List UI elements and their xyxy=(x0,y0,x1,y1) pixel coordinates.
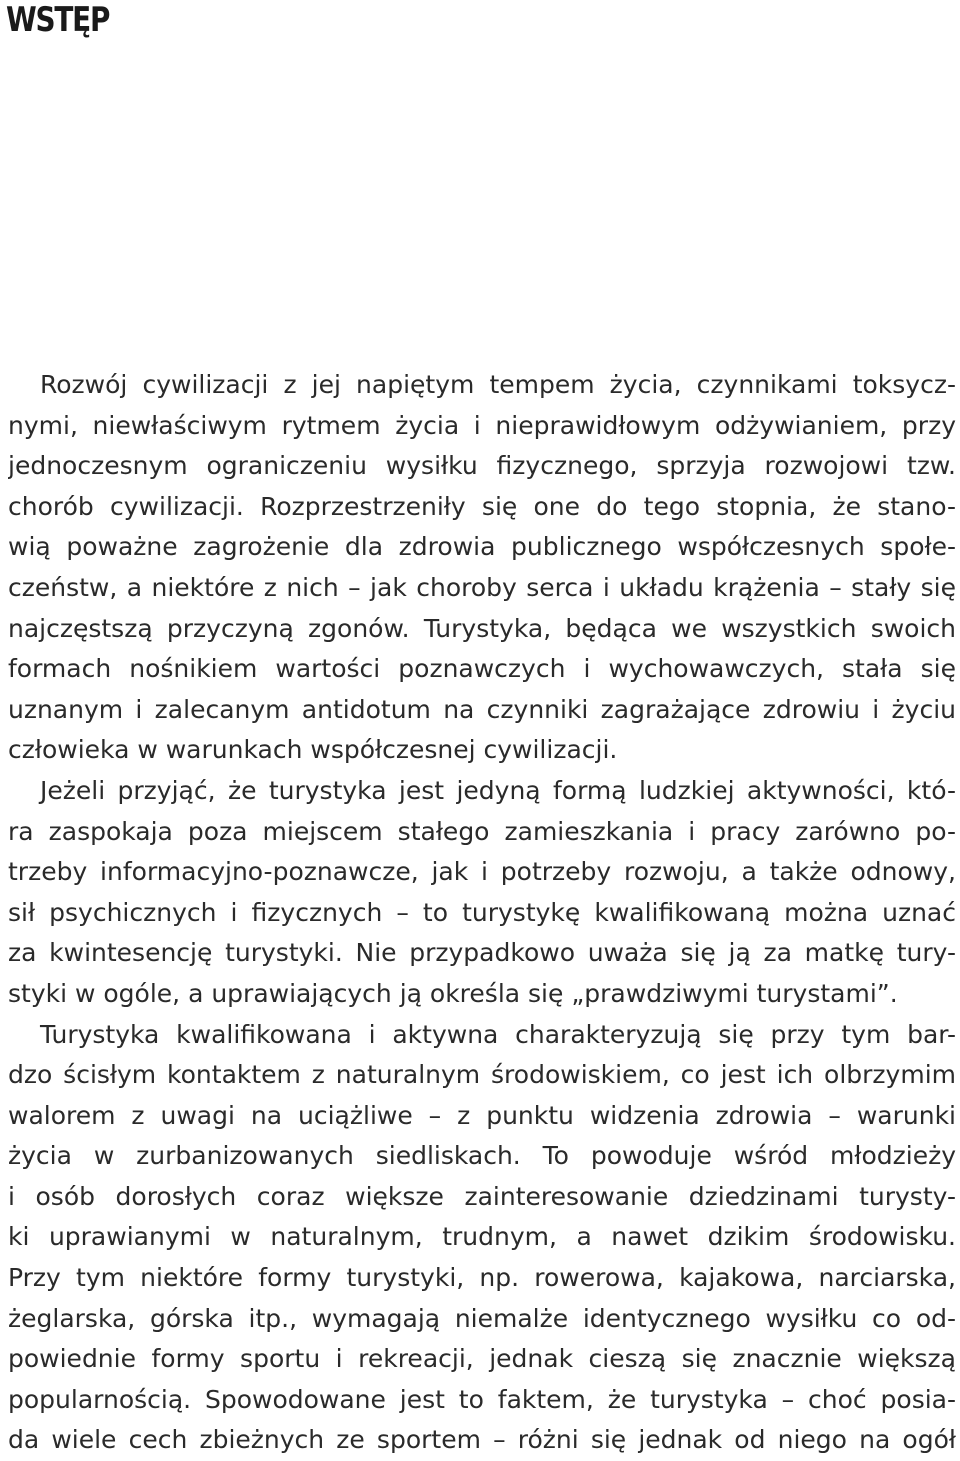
text-line: trzeby informacyjno-poznawcze, jak i potrzeby rozwoju, a także odnowy, xyxy=(8,857,956,887)
text-line: za kwintesencję turystyki. Nie przypadkowo uważa się ją za matkę tury- xyxy=(8,938,956,968)
text-line: styki w ogóle, a uprawiających ją określa się „prawdziwymi turystami”. xyxy=(8,978,898,1008)
text-line: popularnością. Spowodowane jest to faktem, że turystyka – choć posia- xyxy=(8,1384,956,1414)
text-line: Przy tym niektóre formy turystyki, np. rowerowa, kajakowa, narciarska, xyxy=(8,1263,956,1293)
text-line: Rozwój cywilizacji z jej napiętym tempem życia, czynnikami toksycz- xyxy=(40,370,956,399)
text-line: walorem z uwagi na uciążliwe – z punktu widzenia zdrowia – warunki xyxy=(8,1100,956,1130)
text-line: powiednie formy sportu i rekreacji, jednak cieszą się znacznie większą xyxy=(8,1344,956,1374)
text-line: żeglarska, górska itp., wymagają niemalże identycznego wysiłku co od- xyxy=(8,1303,956,1333)
text-line: życia w zurbanizowanych siedliskach. To powoduje wśród młodzieży xyxy=(8,1141,956,1171)
text-line: sił psychicznych i fizycznych – to turystykę kwalifikowaną można uznać xyxy=(8,897,956,927)
text-line: wią poważne zagrożenie dla zdrowia publicznego współczesnych społe- xyxy=(8,532,956,562)
text-line: da wiele cech zbieżnych ze sportem – różni się jednak od niego na ogół xyxy=(8,1425,956,1455)
body-text xyxy=(8,365,956,1461)
text-line: nymi, niewłaściwym rytmem życia i nieprawidłowym odżywianiem, przy xyxy=(8,410,956,440)
text-line: i osób dorosłych coraz większe zainteresowanie dziedzinami turysty- xyxy=(8,1181,956,1211)
text-line: Jeżeli przyjąć, że turystyka jest jedyną formą ludzkiej aktywności, któ- xyxy=(40,775,956,805)
text-line: ki uprawianymi w naturalnym, trudnym, a nawet dzikim środowisku. xyxy=(8,1222,956,1252)
text-line: najczęstszą przyczyną zgonów. Turystyka, będąca we wszystkich swoich xyxy=(8,613,956,643)
text-line: Turystyka kwalifikowana i aktywna charakteryzują się przy tym bar- xyxy=(40,1019,956,1049)
text-line: dzo ścisłym kontaktem z naturalnym środowiskiem, co jest ich olbrzymim xyxy=(8,1060,956,1090)
text-line: człowieka w warunkach współczesnej cywilizacji. xyxy=(8,735,618,765)
text-line: uznanym i zalecanym antidotum na czynniki zagrażające zdrowiu i życiu xyxy=(8,694,956,724)
text-line: jednoczesnym ograniczeniu wysiłku fizycznego, sprzyja rozwojowi tzw. xyxy=(8,451,956,481)
text-line: czeństw, a niektóre z nich – jak choroby serca i układu krążenia – stały się xyxy=(8,572,956,602)
text-line: formach nośnikiem wartości poznawczych i wychowawczych, stała się xyxy=(8,654,956,684)
text-line: chorób cywilizacji. Rozprzestrzeniły się one do tego stopnia, że stano- xyxy=(8,491,956,521)
text-line: ra zaspokaja poza miejscem stałego zamieszkania i pracy zarówno po- xyxy=(8,816,956,846)
chapter-heading: WSTĘP xyxy=(6,0,110,40)
